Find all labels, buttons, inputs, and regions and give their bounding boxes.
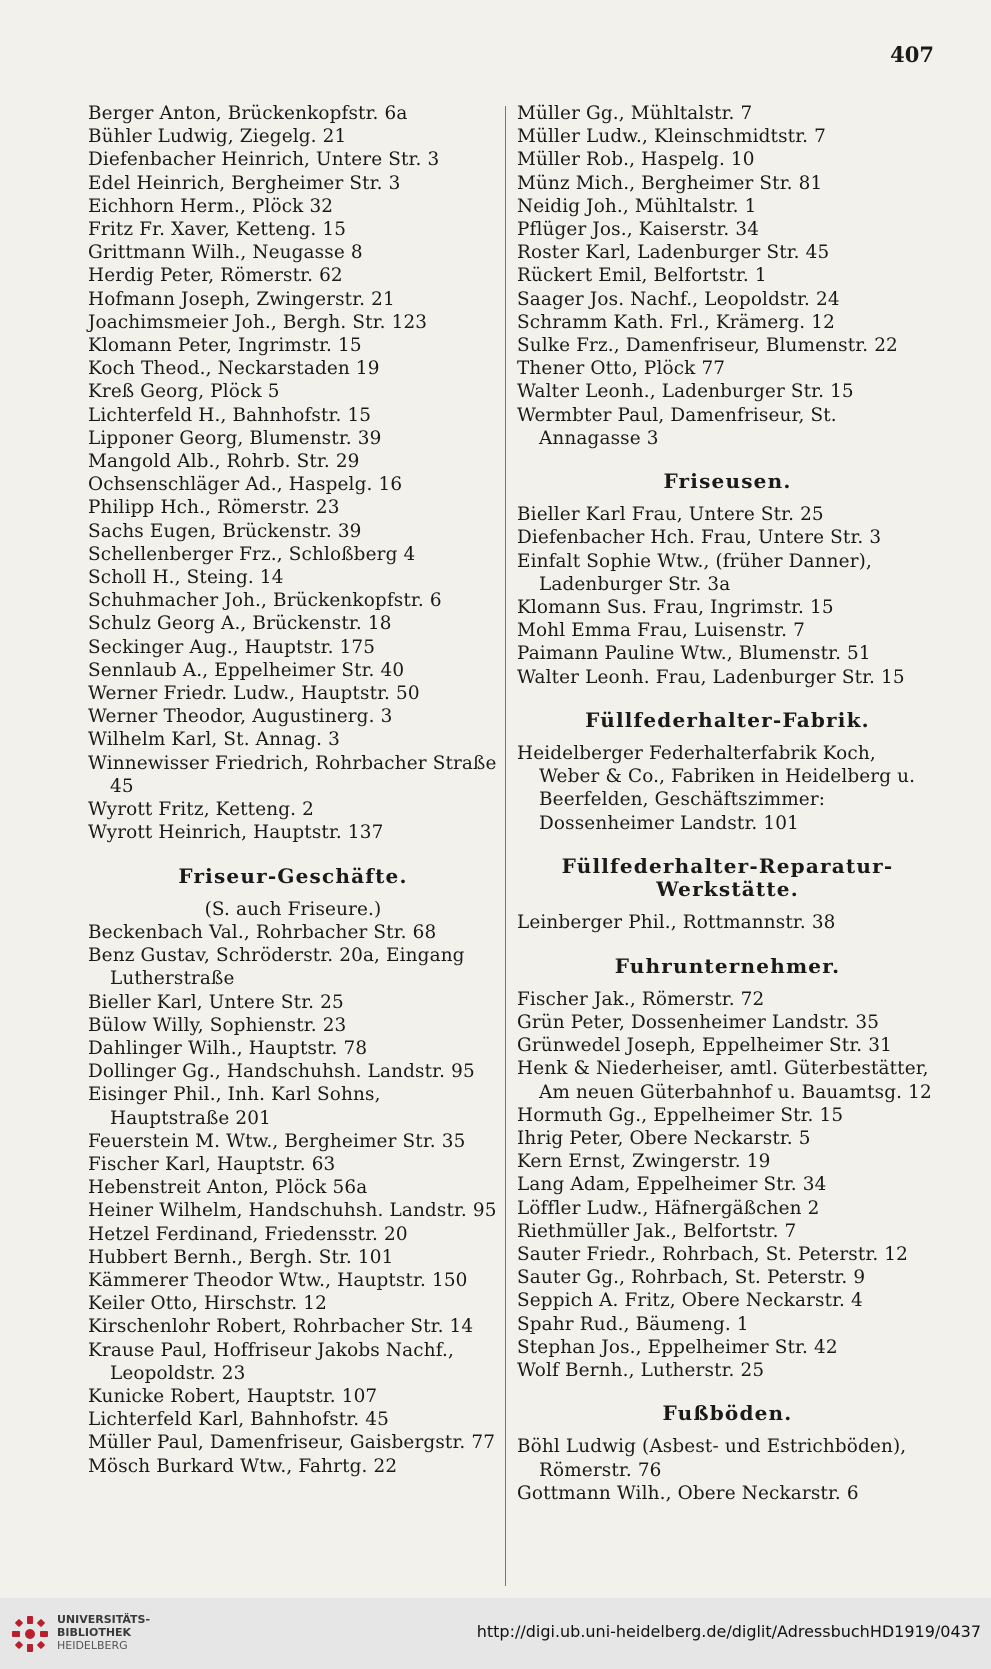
directory-entry: Kunicke Robert, Hauptstr. 107 [88, 1385, 378, 1407]
directory-entry: Philipp Hch., Römerstr. 23 [88, 497, 340, 519]
directory-entry: Eisinger Phil., Inh. Karl Sohns, Hauptstraße 201 [88, 1084, 381, 1129]
directory-entry: Hubbert Bernh., Bergh. Str. 101 [88, 1246, 394, 1268]
directory-entry: Müller Rob., Haspelg. 10 [517, 149, 755, 171]
library-name-line2: BIBLIOTHEK [57, 1626, 132, 1639]
directory-entry: Schramm Kath. Frl., Krämerg. 12 [517, 311, 835, 333]
directory-entry: Lang Adam, Eppelheimer Str. 34 [517, 1174, 827, 1196]
directory-entry: Herdig Peter, Römerstr. 62 [88, 265, 343, 287]
directory-entry: Pflüger Jos., Kaiserstr. 34 [517, 219, 760, 241]
directory-entry: Kämmerer Theodor Wtw., Hauptstr. 150 [88, 1269, 468, 1291]
directory-entry: Eichhorn Herm., Plöck 32 [88, 195, 334, 217]
directory-entry: Diefenbacher Heinrich, Untere Str. 3 [88, 149, 440, 171]
directory-entry: Stephan Jos., Eppelheimer Str. 42 [517, 1336, 838, 1358]
section-heading: Fuhrunternehmer. [614, 953, 841, 978]
directory-entry: Ihrig Peter, Obere Neckarstr. 5 [517, 1127, 811, 1149]
directory-entry: Koch Theod., Neckarstaden 19 [88, 358, 380, 380]
directory-entry: Wolf Bernh., Lutherstr. 25 [517, 1359, 765, 1381]
directory-entry: Schulz Georg A., Brückenstr. 18 [88, 613, 392, 635]
directory-entry: Schuhmacher Joh., Brückenkopfstr. 6 [88, 590, 442, 612]
left-column [88, 102, 498, 1478]
directory-entry: Einfalt Sophie Wtw., (früher Danner), Ladenburger Str. 3a [517, 550, 872, 595]
section-heading: Füllfederhalter-Reparatur-Werkstätte. [561, 853, 894, 902]
directory-entry: Lichterfeld H., Bahnhofstr. 15 [88, 404, 372, 426]
directory-entry: Lichterfeld Karl, Bahnhofstr. 45 [88, 1409, 389, 1431]
section-heading: Füllfederhalter-Fabrik. [585, 707, 870, 732]
directory-entry: Müller Paul, Damenfriseur, Gaisbergstr. 77 [88, 1432, 496, 1454]
section-heading: Friseusen. [663, 469, 792, 494]
directory-entry: Beckenbach Val., Rohrbacher Str. 68 [88, 921, 437, 943]
directory-entry: Neidig Joh., Mühltalstr. 1 [517, 195, 757, 217]
directory-entry: Keiler Otto, Hirschstr. 12 [88, 1293, 327, 1315]
source-url-link[interactable]: http://digi.ub.uni-heidelberg.de/diglit/AdressbuchHD1919/0437 [476, 1622, 981, 1641]
right-column [517, 102, 938, 1505]
directory-entry: Bülow Willy, Sophienstr. 23 [88, 1014, 347, 1036]
directory-entry: Spahr Rud., Bäumeng. 1 [517, 1313, 749, 1335]
directory-entry: Werner Theodor, Augustinerg. 3 [88, 706, 393, 728]
directory-entry: Mohl Emma Frau, Luisenstr. 7 [517, 620, 805, 642]
directory-entry: Heidelberger Federhalterfabrik Koch, Weber & Co., Fabriken in Heidelberg u. Beerfelden, Geschäftszimmer: Dossenheimer Landstr. 101 [517, 743, 916, 834]
directory-entry: Edel Heinrich, Bergheimer Str. 3 [88, 172, 401, 194]
directory-entry: Schellenberger Frz., Schloßberg 4 [88, 543, 416, 565]
directory-entry: Sauter Friedr., Rohrbach, St. Peterstr. 12 [517, 1243, 909, 1265]
directory-entry: Berger Anton, Brückenkopfstr. 6a [88, 103, 408, 124]
directory-entry: Löffler Ludw., Häfnergäßchen 2 [517, 1197, 820, 1219]
directory-entry: Hebenstreit Anton, Plöck 56a [88, 1177, 368, 1199]
directory-entry: Müller Ludw., Kleinschmidtstr. 7 [517, 126, 826, 148]
directory-entry: Lipponer Georg, Blumenstr. 39 [88, 427, 382, 449]
directory-entry: Gottmann Wilh., Obere Neckarstr. 6 [517, 1482, 859, 1504]
section-heading: Friseur-Geschäfte. [178, 863, 408, 888]
directory-entry: Fischer Karl, Hauptstr. 63 [88, 1153, 336, 1175]
column-divider [505, 106, 506, 1586]
directory-entry: Kirschenlohr Robert, Rohrbacher Str. 14 [88, 1316, 474, 1338]
directory-entry: Fritz Fr. Xaver, Ketteng. 15 [88, 219, 347, 241]
directory-entry: Heiner Wilhelm, Handschuhsh. Landstr. 95 [88, 1200, 497, 1222]
directory-entry: Bieller Karl Frau, Untere Str. 25 [517, 504, 824, 526]
directory-entry: Ochsenschläger Ad., Haspelg. 16 [88, 474, 403, 496]
directory-entry: Rückert Emil, Belfortstr. 1 [517, 265, 767, 287]
directory-entry: Mangold Alb., Rohrb. Str. 29 [88, 451, 360, 473]
directory-entry: Kern Ernst, Zwingerstr. 19 [517, 1151, 771, 1173]
directory-entry: Wermbter Paul, Damenfriseur, St. Annagasse 3 [517, 404, 837, 449]
directory-entry: Grün Peter, Dossenheimer Landstr. 35 [517, 1011, 880, 1033]
directory-entry: Mösch Burkard Wtw., Fahrtg. 22 [88, 1455, 398, 1477]
library-name-line1: UNIVERSITÄTS- [57, 1613, 151, 1626]
directory-entry: Bieller Karl, Untere Str. 25 [88, 991, 344, 1013]
directory-entry: Walter Leonh. Frau, Ladenburger Str. 15 [517, 666, 905, 688]
directory-entry: Walter Leonh., Ladenburger Str. 15 [517, 381, 854, 403]
directory-entry: Fischer Jak., Römerstr. 72 [517, 988, 765, 1010]
library-logo-icon [10, 1614, 50, 1654]
directory-entry: Scholl H., Steing. 14 [88, 567, 284, 589]
directory-entry: Kreß Georg, Plöck 5 [88, 381, 280, 403]
directory-entry: Wyrott Fritz, Ketteng. 2 [88, 799, 314, 821]
directory-entry: Dollinger Gg., Handschuhsh. Landstr. 95 [88, 1061, 475, 1083]
directory-entry: Hofmann Joseph, Zwingerstr. 21 [88, 288, 395, 310]
directory-entry: Thener Otto, Plöck 77 [517, 358, 726, 380]
footer-bar [0, 1598, 991, 1669]
directory-entry: Grünwedel Joseph, Eppelheimer Str. 31 [517, 1035, 892, 1057]
directory-entry: Klomann Sus. Frau, Ingrimstr. 15 [517, 597, 834, 619]
directory-entry: Henk & Niederheiser, amtl. Güterbestätter, Am neuen Güterbahnhof u. Bauamtsg. 12 [517, 1058, 932, 1103]
directory-entry: Sachs Eugen, Brückenstr. 39 [88, 520, 362, 542]
library-name [57, 1613, 150, 1652]
directory-entry: Bühler Ludwig, Ziegelg. 21 [88, 126, 347, 148]
directory-entry: Riethmüller Jak., Belfortstr. 7 [517, 1220, 797, 1242]
section-heading: Fußböden. [662, 1401, 793, 1426]
directory-entry: Müller Gg., Mühltalstr. 7 [517, 103, 753, 124]
directory-entry: Münz Mich., Bergheimer Str. 81 [517, 172, 823, 194]
directory-entry: Sulke Frz., Damenfriseur, Blumenstr. 22 [517, 335, 898, 357]
directory-entry: Benz Gustav, Schröderstr. 20a, Eingang Lutherstraße [88, 945, 465, 990]
directory-entry: Seckinger Aug., Hauptstr. 175 [88, 636, 376, 658]
directory-entry: Leinberger Phil., Rottmannstr. 38 [517, 912, 836, 934]
directory-entry: Sauter Gg., Rohrbach, St. Peterstr. 9 [517, 1267, 866, 1289]
directory-entry: Wyrott Heinrich, Hauptstr. 137 [88, 822, 384, 844]
directory-entry: Saager Jos. Nachf., Leopoldstr. 24 [517, 288, 840, 310]
directory-entry: Roster Karl, Ladenburger Str. 45 [517, 242, 830, 264]
directory-entry: Böhl Ludwig (Asbest- und Estrichböden), Römerstr. 76 [517, 1436, 907, 1481]
directory-entry: Joachimsmeier Joh., Bergh. Str. 123 [88, 311, 428, 333]
directory-entry: Seppich A. Fritz, Obere Neckarstr. 4 [517, 1290, 863, 1312]
section-note: (S. auch Friseure.) [204, 898, 382, 920]
page-number: 407 [890, 42, 934, 67]
library-name-line3: HEIDELBERG [57, 1639, 128, 1652]
directory-entry: Klomann Peter, Ingrimstr. 15 [88, 335, 362, 357]
directory-entry: Diefenbacher Hch. Frau, Untere Str. 3 [517, 527, 882, 549]
directory-entry: Winnewisser Friedrich, Rohrbacher Straße 45 [88, 752, 497, 797]
directory-entry: Dahlinger Wilh., Hauptstr. 78 [88, 1037, 368, 1059]
directory-entry: Paimann Pauline Wtw., Blumenstr. 51 [517, 643, 871, 665]
directory-entry: Hetzel Ferdinand, Friedensstr. 20 [88, 1223, 408, 1245]
directory-entry: Feuerstein M. Wtw., Bergheimer Str. 35 [88, 1130, 466, 1152]
directory-entry: Krause Paul, Hoffriseur Jakobs Nachf., Leopoldstr. 23 [88, 1339, 454, 1384]
directory-entry: Hormuth Gg., Eppelheimer Str. 15 [517, 1104, 844, 1126]
directory-entry: Wilhelm Karl, St. Annag. 3 [88, 729, 340, 751]
directory-entry: Sennlaub A., Eppelheimer Str. 40 [88, 659, 405, 681]
directory-entry: Grittmann Wilh., Neugasse 8 [88, 242, 363, 264]
directory-entry: Werner Friedr. Ludw., Hauptstr. 50 [88, 683, 420, 705]
